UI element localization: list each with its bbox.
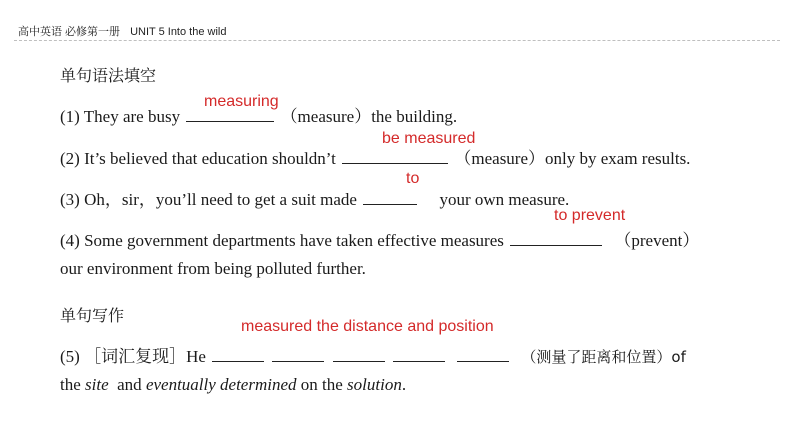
question-2 [60,144,690,169]
question-5 [60,342,686,367]
q5-blank-1[interactable] [212,346,264,362]
q2-blank[interactable] [342,148,448,164]
q5-blank-2[interactable] [272,346,324,362]
q3-blank[interactable] [363,189,417,205]
q1-text: (1) They are busy [60,107,181,126]
answer-q5: measured the distance and position [241,318,494,335]
answer-q2: be measured [382,130,476,147]
q3-rest: your own measure. [439,190,570,209]
question-4 [60,226,699,251]
header-divider [14,40,780,41]
answer-q1: measuring [204,93,279,110]
q1-hint: （measure）the building. [280,107,458,126]
q3-text: (3) Oh，sir，you’ll need to get a suit made [60,190,357,209]
question-1 [60,102,457,127]
q2-text: (2) It’s believed that education shouldn’t [60,149,336,168]
answer-q3: to [406,170,420,187]
q5-line2-a: the [60,375,86,394]
q4-hint: （prevent） [614,231,700,250]
q1-blank[interactable] [186,106,274,122]
q5-blank-5[interactable] [457,346,509,362]
question-3 [60,185,569,210]
q5-solution: solution [347,375,402,394]
q5-site: site [85,375,109,394]
q5-line2-d: . [401,375,407,394]
unit-label: UNIT 5 Into the wild [130,26,227,38]
q5-line2-b: and [108,375,146,394]
section-title-writing: 单句写作 [60,306,125,325]
q5-blank-3[interactable] [333,346,385,362]
question-4-line2: our environment from being polluted further. [60,259,366,278]
answer-q4: to prevent [554,207,626,224]
q5-line2-c: on the [296,375,348,394]
q2-hint: （measure）only by exam results. [454,149,691,168]
question-5-line2 [60,375,406,395]
q4-blank[interactable] [510,230,602,246]
page-header [18,23,226,39]
q4-text: (4) Some government departments have taken effective measures [60,231,504,250]
q5-eventually: eventually determined [145,375,297,394]
book-label: 高中英语 必修第一册 [18,26,121,38]
q5-text: (5) ［词汇复现］He [60,347,206,366]
q5-hint: （测量了距离和位置）of [521,348,686,366]
section-title-grammar: 单句语法填空 [60,66,157,85]
q5-blank-4[interactable] [393,346,445,362]
